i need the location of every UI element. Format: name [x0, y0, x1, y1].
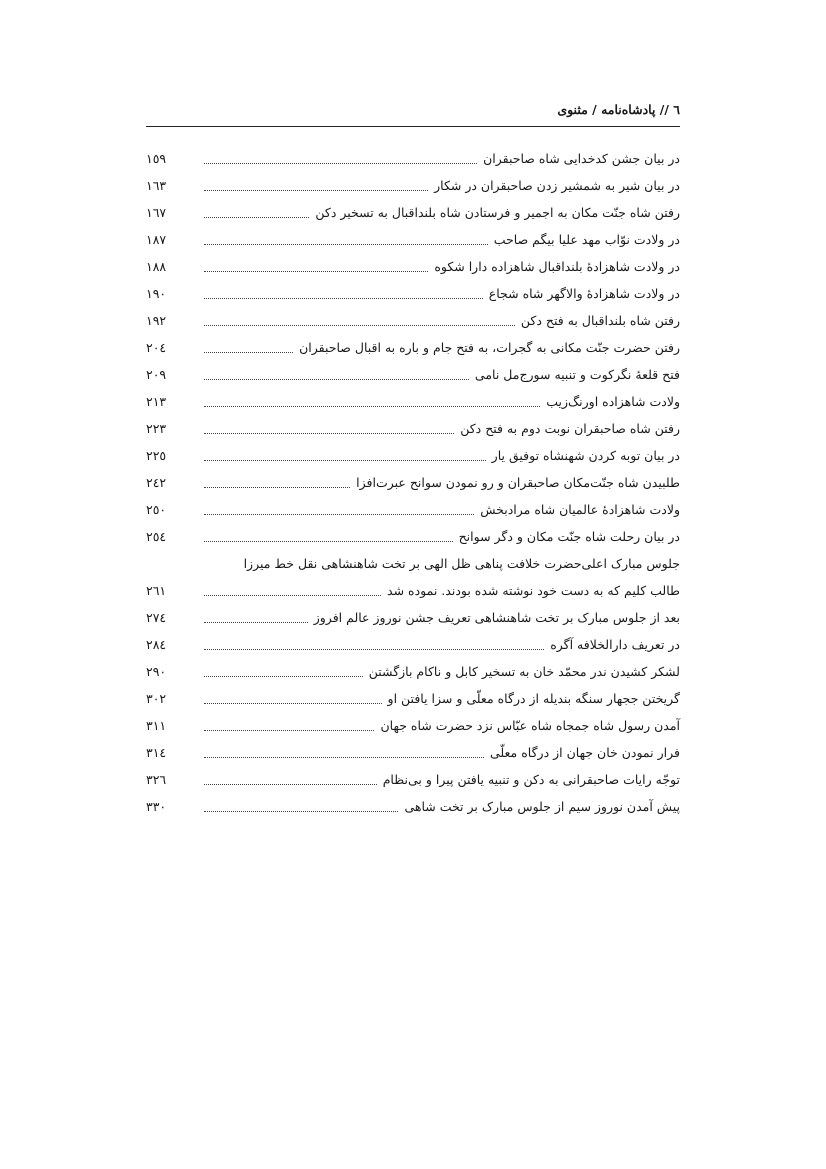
toc-entry-page-number: ٣٣٠ — [146, 799, 167, 814]
dot-leader — [204, 298, 483, 299]
toc-entry-page-number: ٢٢٣ — [146, 421, 167, 436]
toc-entry-title: آمدن رسول شاه جمجاه شاه عبّاس نزد حضرت شاه جهان — [380, 718, 680, 733]
toc-entry — [146, 605, 680, 632]
dot-leader — [204, 460, 486, 461]
toc-entry — [146, 281, 680, 308]
toc-entry-title: طالب کلیم که به دست خود نوشته شده بودند. نموده شد — [387, 583, 680, 598]
dot-leader — [204, 514, 474, 515]
toc-entry — [146, 308, 680, 335]
dot-leader — [204, 433, 454, 434]
toc-entry — [146, 767, 680, 794]
toc-entry-title: طلبیدن شاه جنّت‌مکان صاحبقران و رو نمودن سوانح عبرت‌افزا — [356, 475, 680, 490]
toc-entry — [146, 524, 680, 551]
toc-entry-page-number: ٢٤٢ — [146, 475, 167, 490]
toc-entry — [146, 713, 680, 740]
toc-entry — [146, 254, 680, 281]
toc-entry — [146, 362, 680, 389]
toc-entry-page-number: ٢٧٤ — [146, 610, 167, 625]
dot-leader — [204, 352, 293, 353]
toc-entry — [146, 659, 680, 686]
toc-entry-title: در تعریف دارالخلافه آگره — [550, 637, 680, 652]
toc-entry-line — [204, 312, 680, 330]
toc-entry-title: در ولادت شاهزادهٔ والاگهر شاه شجاع — [488, 286, 680, 301]
toc-entry-line — [204, 798, 680, 816]
dot-leader — [204, 811, 398, 812]
toc-entry-title: گریختن ججهار سنگه بندیله از درگاه معلّی و سزا یافتن او — [387, 691, 680, 706]
toc-entry-line — [204, 690, 680, 708]
dot-leader — [204, 784, 377, 785]
toc-entry — [146, 740, 680, 767]
toc-entry-title: در بیان جشن کدخدایی شاه صاحبقران — [483, 151, 680, 166]
toc-entry-page-number: ٢١٣ — [146, 394, 167, 409]
toc-entry — [146, 443, 680, 470]
toc-entry-line — [204, 528, 680, 546]
toc-entry-page-number: ٣٠٢ — [146, 691, 167, 706]
toc-entry-title: بعد از جلوس مبارک بر تخت شاهنشاهی تعریف جشن نوروز عالم افروز — [313, 610, 680, 625]
toc-entry-line — [204, 744, 680, 762]
toc-entry-page-number: ١٦٣ — [146, 178, 167, 193]
toc-entry — [146, 470, 680, 497]
dot-leader — [204, 595, 381, 596]
dot-leader — [204, 271, 428, 272]
toc-entry-line — [204, 501, 680, 519]
toc-entry — [146, 497, 680, 524]
toc-entry-title: ولادت شاهزاده اورنگ‌زیب — [546, 394, 680, 409]
dot-leader — [204, 487, 350, 488]
dot-leader — [204, 379, 469, 380]
toc-entry-page-number: ١٦٧ — [146, 205, 167, 220]
toc-entry-line — [204, 339, 680, 357]
dot-leader — [204, 757, 484, 758]
toc-entry-page-number: ١٨٨ — [146, 259, 167, 274]
toc-entry-line — [204, 582, 680, 600]
toc-entry-line — [204, 177, 680, 195]
toc-entry-line — [204, 231, 680, 249]
toc-entry-page-number: ٣١٤ — [146, 745, 167, 760]
toc-entry-page-number: ٢٥٠ — [146, 502, 167, 517]
toc-entry-title: رفتن حضرت جنّت مکانی به گجرات، به فتح جام و باره به اقبال صاحبقران — [299, 340, 680, 355]
toc-entry — [146, 686, 680, 713]
toc-entry-page-number: ٢٩٠ — [146, 664, 167, 679]
dot-leader — [204, 325, 515, 326]
toc-entry — [146, 389, 680, 416]
toc-entry-line — [204, 366, 680, 384]
toc-entry — [146, 227, 680, 254]
toc-entry-line — [204, 258, 680, 276]
toc-entry — [146, 578, 680, 605]
toc-entry-line — [204, 285, 680, 303]
toc-entry-title: جلوس مبارک اعلی‌حضرت خلافت پناهی ظل الهی بر تخت شاهنشاهی نقل خط میرزا — [243, 556, 680, 571]
dot-leader — [204, 622, 308, 623]
toc-entry — [146, 416, 680, 443]
dot-leader — [204, 244, 488, 245]
dot-leader — [204, 676, 363, 677]
dot-leader — [204, 190, 428, 191]
toc-entry-title: پیش آمدن نوروز سیم از جلوس مبارک بر تخت شاهی — [404, 799, 680, 814]
toc-entry — [146, 335, 680, 362]
toc-entry-page-number: ٢٠٤ — [146, 340, 167, 355]
toc-section-heading — [146, 551, 680, 578]
toc-entry-title: رفتن شاه صاحبقران نوبت دوم به فتح دکن — [460, 421, 680, 436]
toc-entry-title: در بیان توبه کردن شهنشاه توفیق یار — [491, 448, 680, 463]
dot-leader — [204, 730, 374, 731]
dot-leader — [204, 406, 540, 407]
toc-entry — [146, 632, 680, 659]
toc-entry-title: توجّه رایات صاحبقرانی به دکن و تنبیه یافتن پیرا و بی‌نظام — [382, 772, 680, 787]
toc-entry-page-number: ١٩٢ — [146, 313, 167, 328]
toc-entry-page-number: ٢٦١ — [146, 583, 167, 598]
dot-leader — [204, 217, 309, 218]
running-header — [146, 100, 680, 127]
dot-leader — [204, 163, 477, 164]
toc-entry — [146, 146, 680, 173]
toc-entry — [146, 794, 680, 821]
toc-entry-title: فتح قلعهٔ نگرکوت و تنبیه سورج‌مل نامی — [474, 367, 680, 382]
toc-entry-line — [204, 420, 680, 438]
toc-entry-line — [204, 555, 680, 573]
toc-entry-line — [204, 447, 680, 465]
toc-entry-page-number: ٣٢٦ — [146, 772, 167, 787]
toc-entry-title: در بیان رحلت شاه جنّت مکان و دگر سوانح — [458, 529, 680, 544]
toc-entry-line — [204, 717, 680, 735]
toc-entry-title: فرار نمودن خان جهان از درگاه معلّی — [489, 745, 680, 760]
toc-entry-title: ولادت شاهزادهٔ عالمیان شاه مرادبخش — [480, 502, 680, 517]
toc-entry-line — [204, 204, 680, 222]
toc-entry-page-number: ٢٢٥ — [146, 448, 167, 463]
toc-entry-page-number: ١٥٩ — [146, 151, 167, 166]
header-title: ٦ // پادشاه‌نامه / مثنوی — [557, 102, 680, 117]
toc-entry-line — [204, 636, 680, 654]
toc-entry-title: لشکر کشیدن ندر محمّد خان به تسخیر کابل و ناکام بازگشتن — [368, 664, 680, 679]
toc-entry-line — [204, 771, 680, 789]
toc-entry-page-number: ١٩٠ — [146, 286, 167, 301]
toc-entry — [146, 173, 680, 200]
toc-entry-title: در ولادت نوّاب مهد علیا بیگم صاحب — [493, 232, 680, 247]
toc-entry-line — [204, 663, 680, 681]
dot-leader — [204, 703, 382, 704]
toc-entry-page-number: ٢٥٤ — [146, 529, 167, 544]
toc-entry-title: در ولادت شاهزادهٔ بلنداقبال شاهزاده دارا شکوه — [434, 259, 680, 274]
toc-entry — [146, 200, 680, 227]
toc-entry-line — [204, 393, 680, 411]
dot-leader — [204, 541, 453, 542]
toc-entry-title: در بیان شیر به شمشیر زدن صاحبقران در شکار — [434, 178, 680, 193]
toc-entry-title: رفتن شاه بلنداقبال به فتح دکن — [520, 313, 680, 328]
dot-leader — [204, 649, 544, 650]
table-of-contents — [146, 146, 680, 821]
toc-entry-page-number: ٢٨٤ — [146, 637, 167, 652]
toc-entry-page-number: ١٨٧ — [146, 232, 167, 247]
toc-entry-title: رفتن شاه جنّت مکان به اجمیر و فرستادن شاه بلنداقبال به تسخیر دکن — [315, 205, 680, 220]
toc-entry-page-number: ٢٠٩ — [146, 367, 167, 382]
toc-entry-line — [204, 474, 680, 492]
toc-entry-line — [204, 150, 680, 168]
toc-entry-page-number: ٣١١ — [146, 718, 167, 733]
toc-entry-line — [204, 609, 680, 627]
